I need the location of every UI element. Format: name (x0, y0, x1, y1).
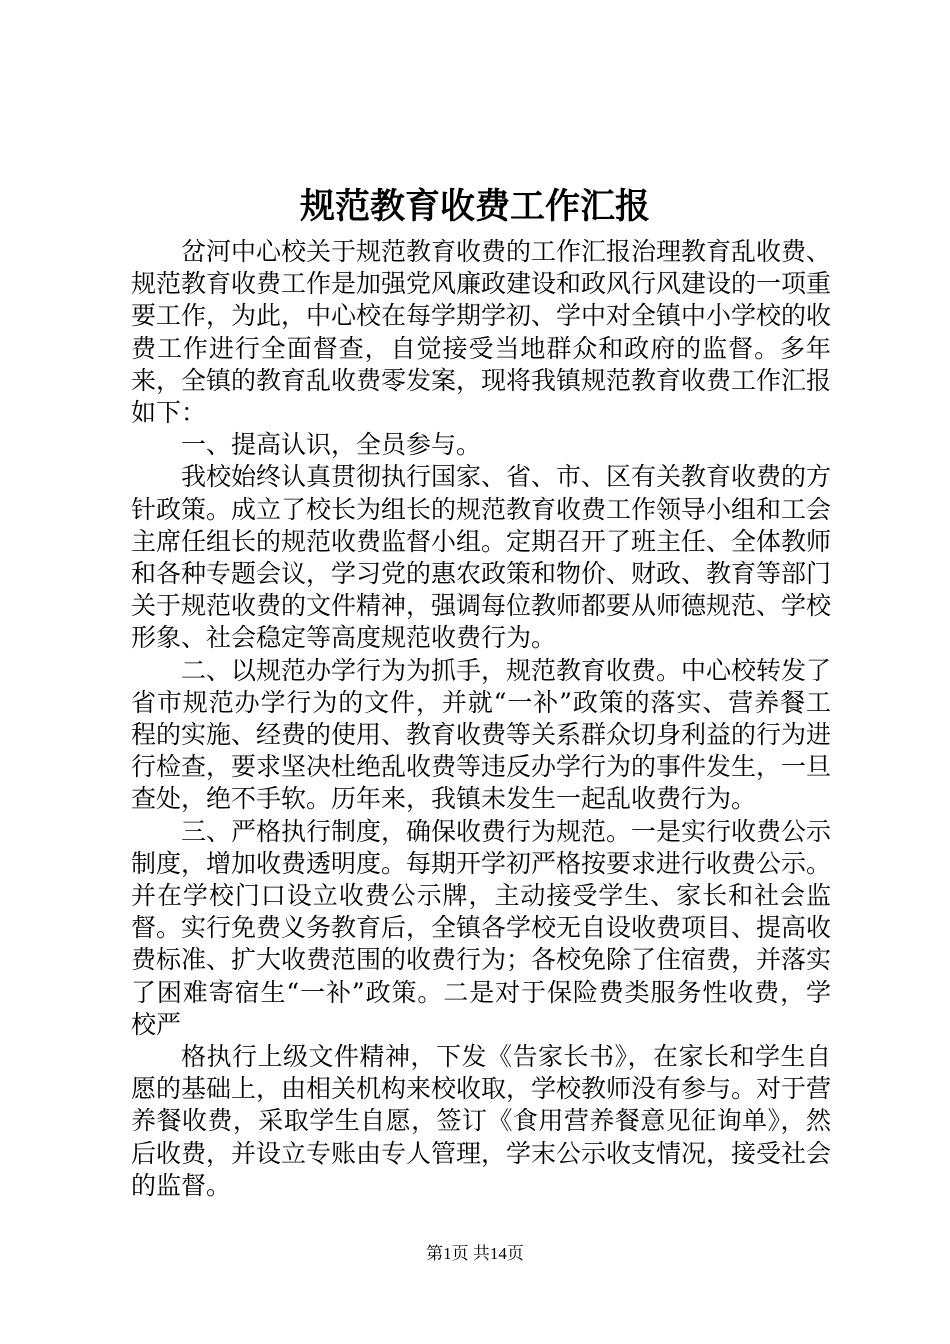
document-body (131, 236, 831, 1202)
section-heading-1: 一、提高认识，全员参与。 (181, 430, 482, 460)
page-footer: 第1页 共14页 (426, 1244, 524, 1263)
paragraph-section-1: 我校始终认真贯彻执行国家、省、市、区有关教育收费的方针政策。成立了校长为组长的规范教育收费工作领导小组和工会主席任组长的规范收费监督小组。定期召开了班主任、全体教师和各种专题会议，学习党的惠农政策和物价、财政、教育等部门关于规范收费的文件精神，强调每位教师都要从师德规范、学校形象、社会稳定等高度规范收费行为。 (131, 462, 832, 653)
paragraph-section-2: 二、以规范办学行为为抓手，规范教育收费。中心校转发了省市规范办学行为的文件，并就“一补”政策的落实、营养餐工程的实施、经费的使用、教育收费等关系群众切身利益的行为进行检查，要求坚决杜绝乱收费等违反办学行为的事件发生，一旦查处，绝不手软。历年来，我镇未发生一起乱收费行为。 (131, 655, 832, 814)
document-title: 规范教育收费工作汇报 (299, 186, 650, 227)
paragraph-section-3: 三、严格执行制度，确保收费行为规范。一是实行收费公示制度，增加收费透明度。每期开学初严格按要求进行收费公示。并在学校门口设立收费公示牌，主动接受学生、家长和社会监督。实行免费义务教育后，全镇各学校无自设收费项目、提高收费标准、扩大收费范围的收费行为；各校免除了住宿费，并落实了困难寄宿生“一补”政策。二是对于保险费类服务性收费，学校严 (131, 816, 832, 1039)
paragraph-section-3-continued: 格执行上级文件精神，下发《告家长书》，在家长和学生自愿的基础上，由相关机构来校收取，学校教师没有参与。对于营养餐收费，采取学生自愿，签订《食用营养餐意见征询单》，然后收费，并设立专账由专人管理，学末公示收支情况，接受社会的监督。 (131, 1042, 832, 1200)
paragraph-intro: 岔河中心校关于规范教育收费的工作汇报治理教育乱收费、规范教育收费工作是加强党风廉政建设和政风行风建设的一项重要工作，为此，中心校在每学期学初、学中对全镇中小学校的收费工作进行全面督查，自觉接受当地群众和政府的监督。多年来，全镇的教育乱收费零发案，现将我镇规范教育收费工作汇报如下： (131, 237, 832, 428)
